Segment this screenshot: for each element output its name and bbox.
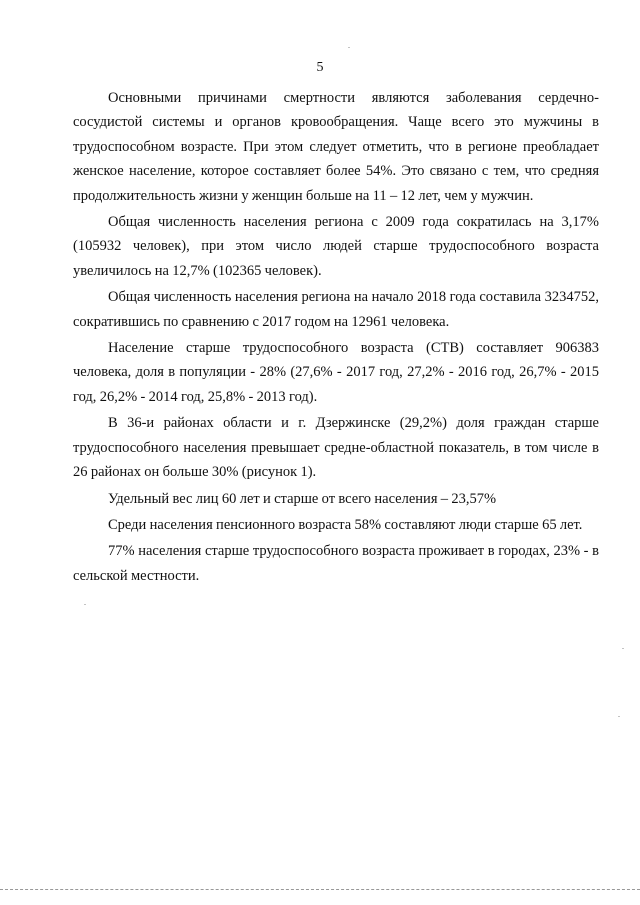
scan-speck: [618, 716, 620, 717]
document-body: [73, 86, 599, 590]
scan-speck: [84, 604, 86, 605]
scan-speck: [622, 648, 624, 649]
scan-speck: [348, 47, 350, 48]
page-number: 5: [316, 60, 324, 75]
paragraph-share-60-plus: Удельный вес лиц 60 лет и старше от всего населения – 23,57%: [108, 490, 497, 507]
paragraph-population-decline: Общая численность населения региона с 2009 года сократилась на 3,17% (105932 человек), при этом число людей старше трудоспособного возраста увеличилось на 12,7% (102365 человек).: [73, 214, 599, 279]
scan-footer-line: [0, 889, 640, 890]
paragraph-stv-population: Население старше трудоспособного возраста (СТВ) составляет 906383 человека, доля в популяции - 28% (27,6% - 2017 год, 27,2% - 2016 год, 26,7% - 2015 год, 26,2% - 2014 год, 25,8% - 2013 год).: [73, 340, 599, 405]
paragraph-population-2018: Общая численность населения региона на начало 2018 года составила 3234752, сократившись по сравнению с 2017 годом на 12961 человека.: [73, 289, 599, 330]
paragraph-districts: В 36-и районах области и г. Дзержинске (29,2%) доля граждан старше трудоспособного населения превышает средне-областной показатель, в том числе в 26 районах он больше 30% (рисунок 1).: [73, 415, 599, 481]
paragraph-pension-age: Среди населения пенсионного возраста 58% составляют люди старше 65 лет.: [108, 516, 583, 533]
paragraph-urban-rural: 77% населения старше трудоспособного возраста проживает в городах, 23% - в сельской местности.: [73, 543, 599, 584]
paragraph-mortality-causes: Основными причинами смертности являются заболевания сердечно-сосудистой системы и органов кровообращения. Чаще всего это мужчины в трудоспособном возрасте. При этом следует отметить, что в регионе преобладает женское население, которое составляет более 54%. Это связано с тем, что средняя продолжительность жизни у женщин больше на 11 – 12 лет, чем у мужчин.: [73, 90, 599, 204]
